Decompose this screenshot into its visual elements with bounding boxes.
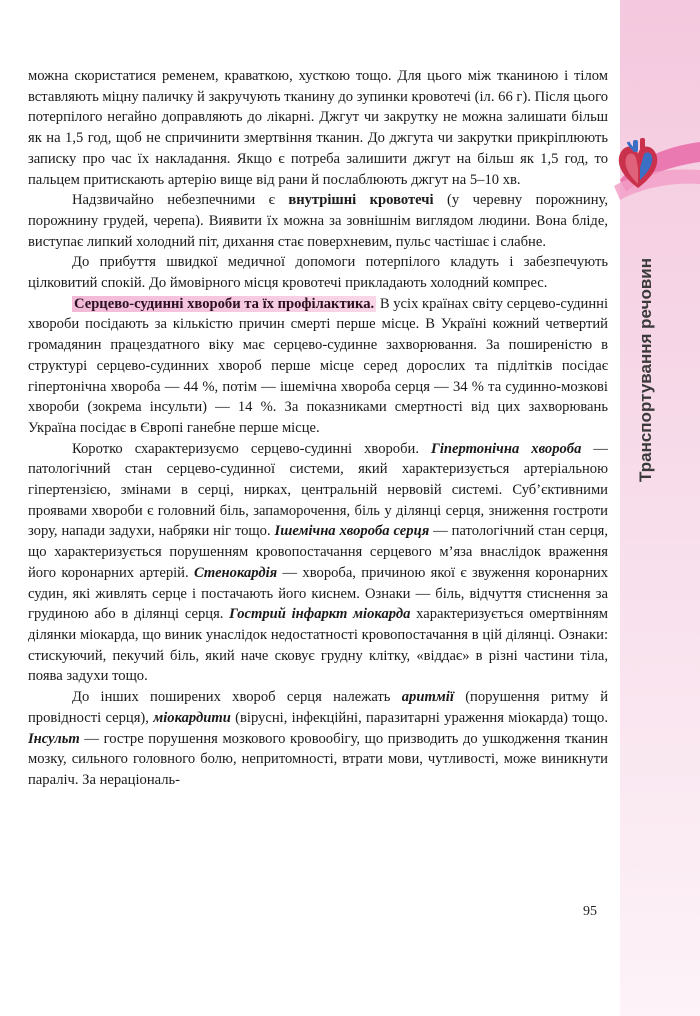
paragraph	[28, 294, 608, 439]
section-heading: Серцево-судинні хвороби та їх профілактика.	[74, 295, 375, 312]
page-number: 95	[583, 904, 597, 919]
term: Стенокардія	[193, 564, 278, 581]
paragraph	[28, 252, 608, 293]
term: Ішемічна хвороба серця	[274, 523, 430, 540]
text-run: До інших поширених хвороб серця належать	[72, 689, 402, 706]
text-run: — патологічний стан серця, що характеризується порушенням кровопостачання серцевого м’яза внаслідок враження його коронарних артерій.	[28, 523, 608, 581]
text-run: В усіх країнах світу серцево-судинні хвороби посідають за кількістю причин смерті перше місце. В Україні кожний четвертий громадянин працездатного віку має серцево-судинне захворювання. За поширеністю в структурі серцево-судинних хвороб перше місце серед дорослих та підлітків посідає гіпертонічна хвороба — 44 %, потім — ішемічна хвороба серця — 34 % та судинно-мозкові хвороби (зокрема інсульти) — 14 %. За показниками смертності від цих захворювань Україна посідає в Європі ганебне перше місце.	[28, 295, 609, 436]
heart-anatomy-icon	[614, 138, 662, 192]
term: Гострий інфаркт міокарда	[229, 606, 411, 623]
text-run: (порушення ритму й провідності серця),	[28, 689, 609, 726]
page-body-text	[28, 66, 608, 791]
text-run: (у черевну порожнину, порожнину грудей, черепа). Виявити їх можна за зовнішнім виглядом людини. Вона бліде, виступає липкий холодний піт, дихання стає поверхневим, пульс частішає і слабне.	[28, 192, 608, 250]
text-run: (вірусні, інфекційні, паразитарні ураження міокарда) тощо.	[230, 709, 609, 726]
text-run: До прибуття швидкої медичної допомоги потерпілого кладуть і забезпечують цілковитий спокій. До ймовірного місця кровотечі прикладають холодний компрес.	[28, 254, 608, 292]
term: аритмії	[401, 689, 454, 706]
term: Гіпертонічна хвороба	[431, 440, 582, 457]
chapter-title: Транспортування речовин	[636, 257, 655, 483]
text-run: Надзвичайно небезпечними є	[72, 192, 289, 209]
paragraph	[28, 66, 608, 190]
text-run: — гостре порушення мозкового кровообігу, що призводить до ушкодження тканин мозку, сильного головного болю, непритомності, втрати мови, чутливості, може виникнути параліч. За нераціональ-	[28, 730, 608, 788]
term: міокардити	[153, 709, 231, 726]
text-run: Коротко схарактеризуємо серцево-судинні хвороби.	[72, 440, 431, 457]
text-run: характеризується омертвінням ділянки міокарда, що виник унаслідок недостатності кровопостачання в цій ділянці. Ознаки: стискуючий, пекучий біль, який наче сковує грудну клітку, «віддає» в різні частини тіла, поява задухи тощо.	[28, 606, 609, 685]
paragraph	[28, 439, 608, 687]
term: Інсульт	[28, 730, 80, 747]
paragraph	[28, 190, 608, 252]
paragraph	[28, 687, 608, 791]
emphasis: внутрішні кровотечі	[288, 192, 434, 209]
text-run: можна скористатися ременем, краваткою, хусткою тощо. Для цього між тканиною і тілом вставляють міцну паличку й закручують тканину до зупинки кровотечі (іл. 66 г). Після цього потерпілого негайно доправляють до лікарні. Джгут чи закрутку не можна залишати більш як на 1,5 год, щоб не спричинити змертвіння тканин. До джгута чи закрутки прикріплюють записку про час їх накладання. Якщо є потреба залишити джгут на більш як 1,5 год, то пальцем притискають артерію вище від рани й послаблюють джгут на 5–10 хв.	[28, 68, 608, 188]
text-run: — патологічний стан серцево-судинної системи, який характеризується артеріальною гіпертензією, змінами в серці, нирках, центральній нервовій системі. Суб’єктивними проявами хвороби є головний біль, запаморочення, біль у ділянці серця, зниження гостроти зору, напади задухи, набряки ніг тощо.	[28, 440, 608, 540]
text-run: — хвороба, причиною якої є звуження коронарних судин, які живлять серце і постачають його киснем. Ознаки — біль, відчуття стиснення за грудиною або в ділянці серця.	[28, 564, 608, 623]
